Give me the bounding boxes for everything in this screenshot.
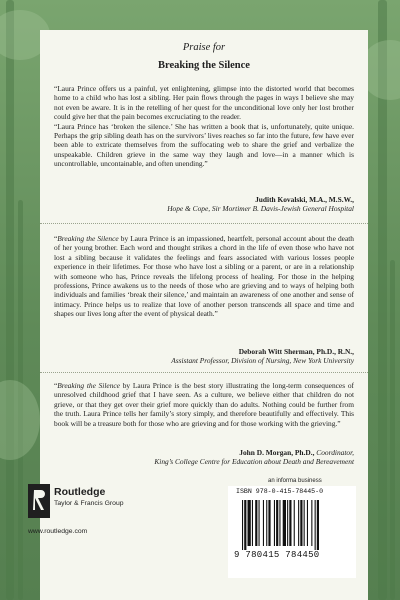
- quote-paragraph: “Laura Prince has ‘broken the silence.’ She has written a book that is, unfortunately, quite unique. Perhaps the grip sibling death has on the survivors’ lives reaches so far into the future, few have ever been able to extricate themselves from the suffocating web to share the grief and verbalize the unspeakable. Children grieve in the same way they laugh and love—in a manner which is uncontrollable, uncontainable, and often unending.”: [54, 121, 354, 169]
- author-name: John D. Morgan, Ph.D.,: [239, 448, 315, 457]
- barcode-icon: [242, 500, 342, 550]
- barcode-digits: 9 780415 784450: [234, 550, 320, 560]
- author-affiliation: King’s College Centre for Education about Death and Bereavement: [154, 457, 354, 467]
- book-title-ref: Breaking the Silence: [57, 234, 119, 243]
- informa-tagline: an informa business: [268, 478, 322, 484]
- publisher-subtitle: Taylor & Francis Group: [54, 500, 124, 507]
- isbn-number: ISBN 978-0-415-78445-0: [236, 488, 324, 495]
- attribution-kovalski: [167, 195, 354, 213]
- divider: [40, 223, 368, 224]
- quote-paragraph: “Laura Prince offers us a painful, yet enlightening, glimpse into the distorted world that becomes home to a child who has lost a sibling. Her pain flows through the pages in ways I believe she may not even be aware. It is in the retelling of her quest for the unconditional love only her lost brother could give her that the pain becomes excruciating to the reader.: [54, 84, 354, 122]
- publisher-url: www.routledge.com: [28, 528, 88, 535]
- quote-morgan: “Breaking the Silence by Laura Prince is the best story illustrating the long-term consequences of unresolved childhood grief that I have seen. As a culture, we believe either that children do not grieve, or that they get over their grief more quickly than do adults. Nothing could be further from the truth. Laura Prince tells her family’s story simply, and therefore beautifully and effectively. This book will be a treasure both for those who are grieving and for those working with the grieving.”: [54, 381, 354, 428]
- book-title-ref: Breaking the Silence: [57, 381, 120, 390]
- isbn-barcode-box: [228, 486, 356, 578]
- quote-kovalski: [54, 84, 354, 169]
- tree-trunk-left: [6, 0, 14, 600]
- author-affiliation: Assistant Professor, Division of Nursing, New York University: [171, 356, 354, 366]
- author-affiliation: Hope & Cope, Sir Mortimer B. Davis-Jewish General Hospital: [167, 204, 354, 214]
- author-role: Coordinator,: [314, 448, 354, 457]
- quote-text: by Laura Prince is the best story illustrating the long-term consequences of unresolved childhood grief that I have seen. As a culture, we believe either that children do not grieve, or that they get over their grief more quickly than do adults. Nothing could be further from the truth. Laura Prince tells her family’s story simply, and therefore beautifully and effectively. This book will be a treasure both for those who are grieving and for those working with the grieving.”: [54, 381, 354, 428]
- routledge-logo-icon: [28, 484, 50, 518]
- quote-text: by Laura Prince is an impassioned, heartfelt, personal account about the death of her young brother. Each word and thought strikes a chord in the life of even those who have not lost a sibling because it validates the feelings and fears associated with various losses people experience in their lifetimes. For those who have lost a sibling or a parent, or are in a relationship with someone who has, Prince reveals the lifelong process of healing. For those in the helping professions, Prince awakens us to the needs of those who are grieving and to ways of helping both individuals and families ‘break their silence,’ and maintain an awareness of one another and sense of intimacy. Prince helps us to realize that love of another person transcends all space and time and shapes our lives long after the event of physical death.”: [54, 234, 354, 319]
- author-name: Deborah Witt Sherman, Ph.D., R.N.,: [238, 347, 354, 356]
- attribution-sherman: [171, 347, 354, 365]
- divider: [40, 372, 368, 373]
- publisher-name: Routledge: [54, 486, 106, 498]
- tree-trunk-right-2: [390, 260, 395, 600]
- quote-sherman: “Breaking the Silence by Laura Prince is an impassioned, heartfelt, personal account about the death of her young brother. Each word and thought strikes a chord in the life of even those who have not lost a sibling because it validates the feelings and fears associated with various losses people experience in their lifetimes. For those who have lost a sibling or a parent, or are in a relationship with someone who has, Prince reveals the lifelong process of healing. For those in the helping professions, Prince awakens us to the needs of those who are grieving and to ways of helping both individuals and families ‘break their silence,’ and maintain an awareness of one another and sense of intimacy. Prince helps us to realize that love of another person transcends all space and time and shapes our lives long after the event of physical death.”: [54, 234, 354, 319]
- author-name: Judith Kovalski, M.A., M.S.W.,: [255, 195, 354, 204]
- book-title-heading: Breaking the Silence: [158, 60, 250, 71]
- attribution-morgan: [154, 448, 354, 466]
- praise-for-heading: Praise for: [182, 42, 226, 53]
- foliage: [0, 380, 40, 460]
